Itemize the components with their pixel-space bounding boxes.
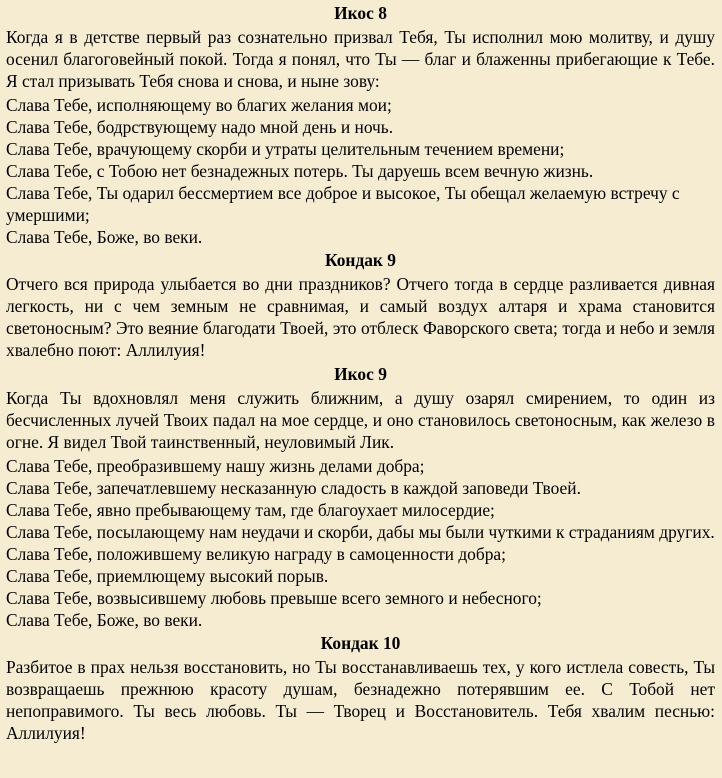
- verse-line: Слава Тебе, положившему великую награду в самоценности добра;: [6, 544, 506, 564]
- verse-line: Слава Тебе, запечатлевшему несказанную сладость в каждой заповеди Твоей.: [6, 478, 581, 498]
- section-kondak-10: [6, 632, 715, 744]
- verse-line: Слава Тебе, врачующему скорби и утраты целительным течением времени;: [6, 139, 565, 159]
- section-paragraph: Разбитое в прах нельзя восстановить, но Ты восстанавливаешь тех, у кого истлела совесть, Ты возвращаешь прежнюю красоту душам, безнадежно потерявшим ее. С Тобой нет непоправимого. Ты весь любовь. Ты — Творец и Восстановитель. Тебя хвалим песнью: Аллилуия!: [6, 657, 715, 743]
- verse-line: Слава Тебе, явно пребывающему там, где благоухает милосердие;: [6, 500, 495, 520]
- verse-line: Слава Тебе, посылающему нам неудачи и скорби, дабы мы были чуткими к страданиям других.: [6, 522, 715, 542]
- section-ikos-8: [6, 2, 715, 248]
- verse-line: Слава Тебе, с Тобою нет безнадежных потерь. Ты даруешь всем вечную жизнь.: [6, 161, 594, 181]
- section-paragraph: Когда я в детстве первый раз сознательно призвал Тебя, Ты исполнил мою молитву, и душу осенил благоговейный покой. Тогда я понял, что Ты — благ и блаженны прибегающие к Тебе. Я стал призывать Тебя снова и снова, и ныне зову:: [6, 27, 715, 91]
- section-title: Икос 9: [334, 364, 387, 384]
- section-paragraph: Отчего вся природа улыбается во дни праздников? Отчего тогда в сердце разливается дивная легкость, ни с чем земным не сравнимая, и самый воздух алтаря и храма становится светоносным? Это веяние благодати Твоей, это отблеск Фаворского света; тогда и небо и земля хвалебно поют: Аллилуия!: [6, 274, 715, 360]
- verse-line: Слава Тебе, Боже, во веки.: [6, 227, 203, 247]
- verse-line: Слава Тебе, возвысившему любовь превыше всего земного и небесного;: [6, 588, 542, 608]
- section-kondak-9: [6, 249, 715, 361]
- verse-line: Слава Тебе, преобразившему нашу жизнь делами добра;: [6, 456, 425, 476]
- verse-line: Слава Тебе, Ты одарил бессмертием все доброе и высокое, Ты обещал желаемую встречу с умершими;: [6, 183, 680, 225]
- section-ikos-9: [6, 363, 715, 631]
- section-paragraph: Когда Ты вдохновлял меня служить ближним, а душу озарял смирением, то один из бесчисленных лучей Твоих падал на мое сердце, и оно становилось светоносным, как железо в огне. Я видел Твой таинственный, неуловимый Лик.: [6, 388, 715, 452]
- verse-line: Слава Тебе, бодрствующему надо мной день и ночь.: [6, 117, 394, 137]
- section-title: Кондак 9: [324, 250, 396, 270]
- verse-line: Слава Тебе, исполняющему во благих желания мои;: [6, 95, 392, 115]
- verse-line: Слава Тебе, Боже, во веки.: [6, 610, 203, 630]
- verse-line: Слава Тебе, приемлющему высокий порыв.: [6, 566, 329, 586]
- section-title: Икос 8: [334, 3, 387, 23]
- section-title: Кондак 10: [320, 633, 401, 653]
